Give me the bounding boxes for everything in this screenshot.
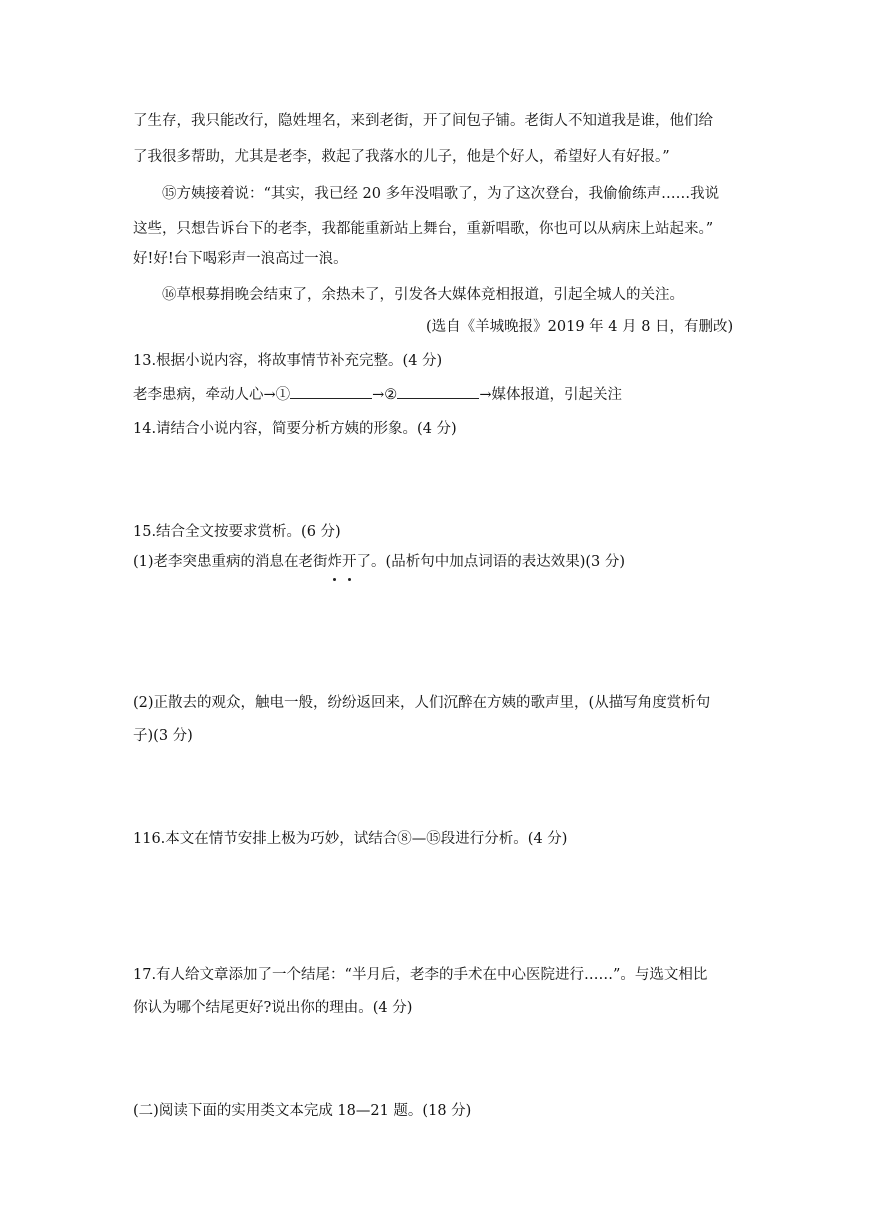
plot-arrow-2: →② bbox=[372, 387, 398, 403]
question-15-2-line-1: (2)正散去的观众，触电一般，纷纷返回来，人们沉醉在方姨的歌声里，(从描写角度赏析句 bbox=[133, 695, 711, 711]
paragraph-14-line-2: 了我很多帮助，尤其是老李，救起了我落水的儿子，他是个好人，希望好人有好报。” bbox=[133, 149, 670, 165]
dotted-word-1: 炸 bbox=[327, 554, 343, 570]
paragraph-15-line-2: 这些，只想告诉台下的老李，我都能重新站上舞台，重新唱歌，你也可以从病床上站起来。” bbox=[133, 221, 714, 237]
paragraph-16: ⑯草根募捐晚会结束了，余热未了，引发各大媒体竞相报道，引起全城人的关注。 bbox=[162, 287, 684, 303]
plot-end: →媒体报道，引起关注 bbox=[479, 387, 622, 403]
question-13-plot-chain bbox=[133, 384, 622, 404]
question-15-2-line-2: 子)(3 分) bbox=[133, 728, 193, 744]
dotted-word-2: 开 bbox=[342, 554, 357, 570]
paragraph-15-line-3: 好!好!台下喝彩声一浪高过一浪。 bbox=[133, 251, 348, 267]
question-14: 14.请结合小说内容，简要分析方姨的形象。(4 分) bbox=[133, 421, 457, 437]
source-citation: (选自《羊城晚报》2019 年 4 月 8 日，有删改) bbox=[426, 319, 734, 335]
paragraph-15-line-1: ⑮方姨接着说：“其实，我已经 20 多年没唱歌了，为了这次登台，我偷偷练声……我说 bbox=[162, 186, 720, 202]
question-16: 116.本文在情节安排上极为巧妙，试结合⑧—⑮段进行分析。(4 分) bbox=[133, 831, 568, 847]
section-2-heading: (二)阅读下面的实用类文本完成 18—21 题。(18 分) bbox=[133, 1103, 472, 1119]
answer-blank-2[interactable] bbox=[397, 384, 479, 399]
question-15-1 bbox=[133, 552, 625, 572]
question-15-1-before: (1)老李突患重病的消息在老街 bbox=[133, 554, 328, 570]
question-15: 15.结合全文按要求赏析。(6 分) bbox=[133, 524, 341, 540]
question-15-1-after: 了。(品析句中加点词语的表达效果)(3 分) bbox=[356, 554, 626, 570]
plot-start: 老李患病，牵动人心→① bbox=[133, 387, 291, 403]
question-17-line-2: 你认为哪个结尾更好?说出你的理由。(4 分) bbox=[133, 1000, 413, 1016]
question-17-line-1: 17.有人给文章添加了一个结尾：“半月后，老李的手术在中心医院进行……”。与选文相比 bbox=[133, 967, 708, 983]
paragraph-14-line-1: 了生存，我只能改行，隐姓埋名，来到老街，开了间包子铺。老街人不知道我是谁，他们给 bbox=[133, 113, 713, 129]
question-13: 13.根据小说内容，将故事情节补充完整。(4 分) bbox=[133, 353, 443, 369]
answer-blank-1[interactable] bbox=[290, 384, 372, 399]
